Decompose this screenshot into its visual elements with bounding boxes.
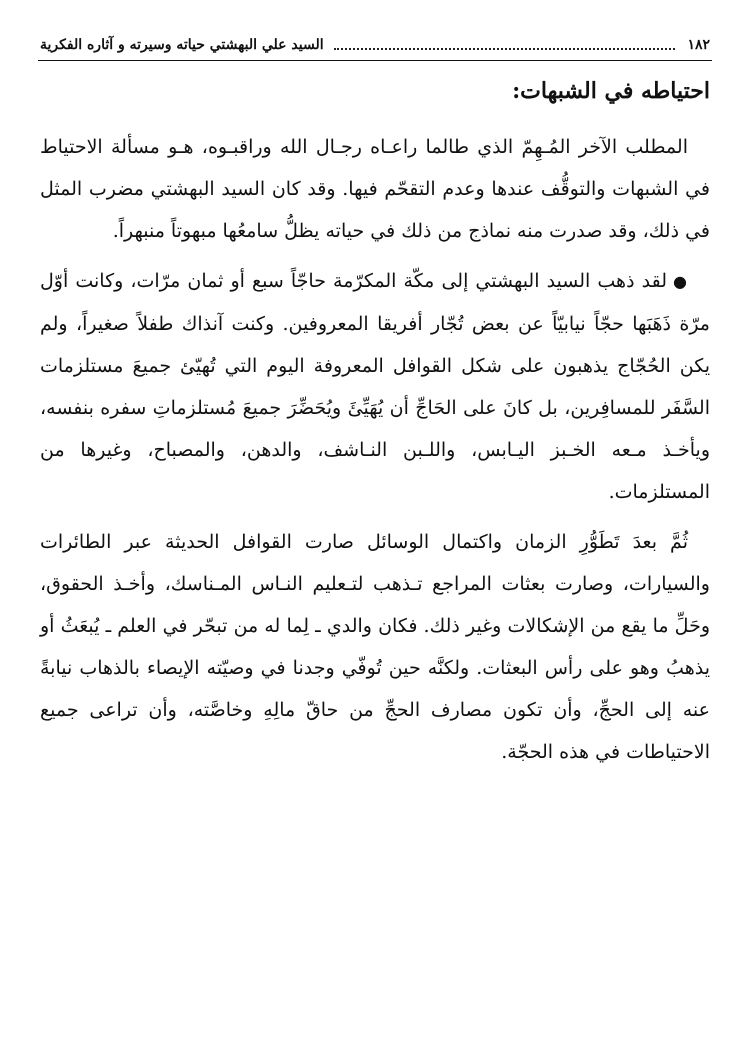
body-text [40, 126, 710, 781]
section-heading: احتياطه في الشبهات: [512, 78, 710, 104]
paragraph-1 [40, 126, 710, 252]
running-header [40, 32, 710, 58]
paragraph-2-text: لقد ذهب السيد البهشتي إلى مكّة المكرّمة حاجّاً سبع أو ثمان مرّات، وكانت أوّل مرّة ذَهَبَها حجّاً نيابيّاً عن بعض تُجّار أفريقا المعروفين. وكنت آنذاك طفلاً صغيراً، ولم يكن الحُجّاج يذهبون على شكل القوافل المعروفة اليوم التي تُهيّئ جميعَ مستلزمات السَّفَر للمسافِرين، بل كانَ على الحَاجِّ أن يُهَيِّئَ ويُحَضِّرَ جميعَ مُستلزماتِ سفره بنفسه، ويأخـذ مـعه الخـبز اليـابس، واللـبن النـاشف، والدهن، والمصباح، وغيرها من المستلزمات. [40, 270, 710, 503]
paragraph-3-text: ثُمَّ بعدَ تَطَوُّرِ الزمان واكتمال الوسائل صارت القوافل الحديثة عبر الطائرات والسيارات، وصارت بعثات المراجع تـذهب لتـعليم النـاس المـناسك، وأخـذ الحقوق، وحَلِّ ما يقع من الإشكالات وغير ذلك. فكان والدي ـ لِما له من تبحّر في العلم ـ يُبعَثُ أو يذهبُ وهو على رأس البعثات. ولكنَّه حين تُوفّي وجدنا في وصيّته الإيصاء بالذهاب نيابةً عنه إلى الحجِّ، وأن تكون مصارف الحجِّ من حاقّ مالِهِ وخاصَّته، وأن تراعى جميع الاحتياطات في هذه الحجّة. [40, 531, 710, 763]
paragraph-1-text: المطلب الآخر المُـهِمّ الذي طالما راعـاه رجـال الله وراقبـوه، هـو مسألة الاحتياط في الشبهات والتوقُّف عندها وعدم التقحّم فيها. وقد كان السيد البهشتي مضرب المثل في ذلك، وقد صدرت منه نماذج من ذلك في حياته يظلُّ سامعُها مبهوتاً منبهراً. [40, 136, 710, 242]
header-rule [38, 60, 712, 61]
running-title: السيد علي البهشتي حياته وسيرته و آثاره الفكرية [40, 37, 324, 53]
header-dot-leader [334, 48, 676, 50]
paragraph-2 [40, 260, 710, 513]
page-number: ١٨٢ [687, 37, 710, 53]
bullet-icon: ● [672, 272, 688, 291]
paragraph-3 [40, 521, 710, 773]
